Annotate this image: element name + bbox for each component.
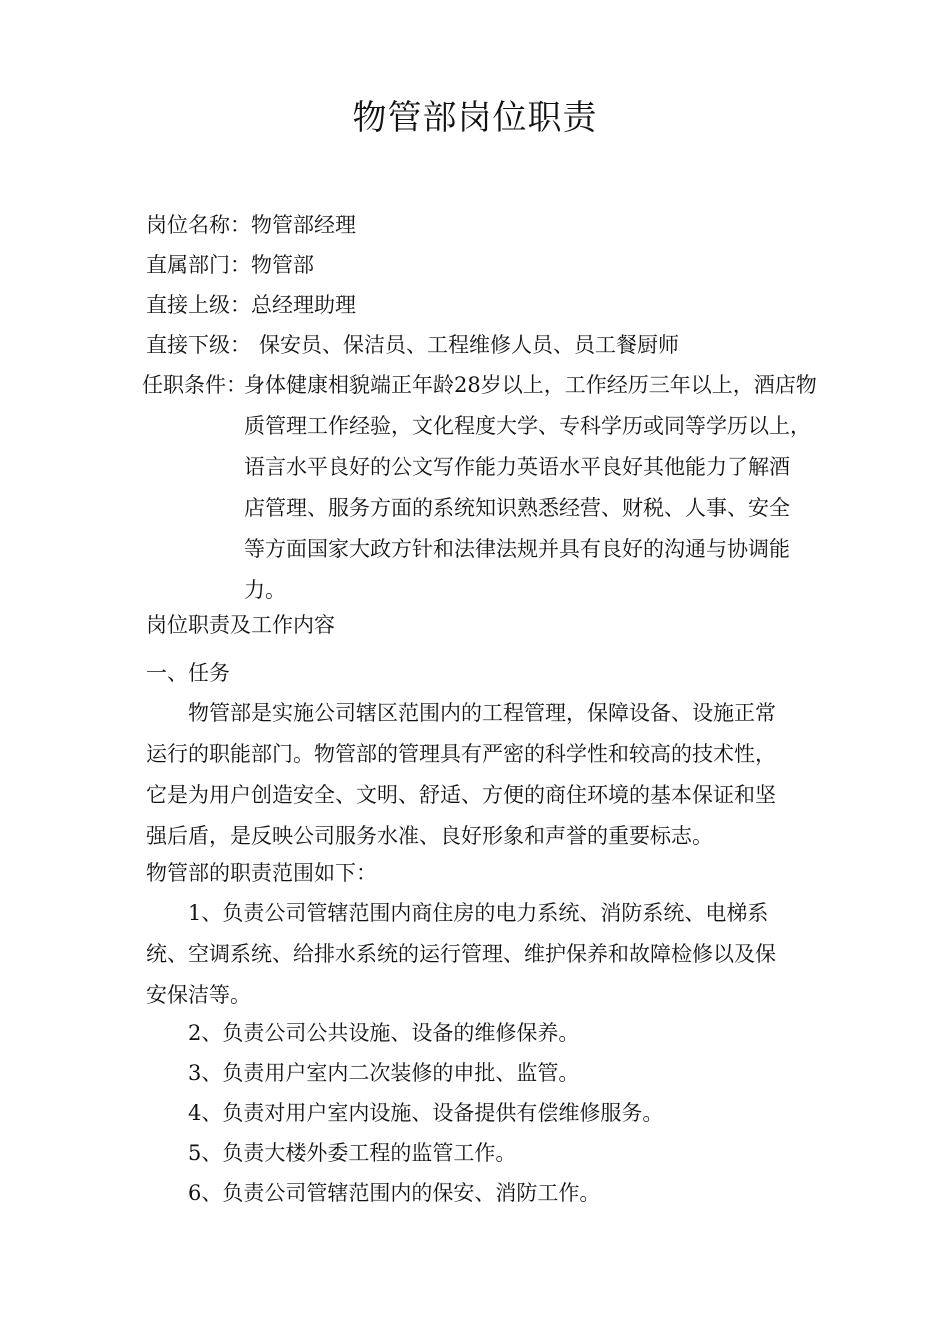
qualification-line: 质管理工作经验，文化程度大学、专科学历或同等学历以上， — [244, 414, 811, 438]
scope-item: 3、负责用户室内二次装修的申批、监管。 — [188, 1061, 580, 1085]
scope-item: 5、负责大楼外委工程的监管工作。 — [188, 1141, 517, 1165]
page-title: 物管部岗位职责 — [352, 98, 598, 138]
qualification-line: 语言水平良好的公文写作能力英语水平良好其他能力了解酒 — [244, 455, 790, 479]
scope-item-line: 安保洁等。 — [146, 983, 251, 1007]
field-value: 物管部 — [251, 253, 314, 277]
field-label: 直接下级： — [146, 333, 251, 357]
field-label: 岗位名称： — [146, 213, 251, 237]
paragraph-line: 它是为用户创造安全、文明、舒适、方便的商住环境的基本保证和坚 — [146, 783, 776, 807]
task-paragraph — [146, 698, 816, 862]
qualification-line: 力。 — [244, 578, 286, 602]
paragraph-line: 物管部是实施公司辖区范围内的工程管理，保障设备、设施正常 — [188, 701, 776, 725]
field-direct-superior — [146, 290, 356, 320]
field-department — [146, 250, 314, 280]
field-value: 总经理助理 — [251, 293, 356, 317]
task-heading: 一、任务 — [146, 661, 230, 685]
field-value: 保安员、保洁员、工程维修人员、员工餐厨师 — [259, 333, 679, 357]
paragraph-line: 运行的职能部门。物管部的管理具有严密的科学性和较高的技术性， — [146, 742, 776, 766]
qualification-line: 身体健康相貌端正年龄28岁以上，工作经历三年以上，酒店物 — [244, 373, 817, 397]
scope-item: 4、负责对用户室内设施、设备提供有偿维修服务。 — [188, 1101, 664, 1125]
field-direct-subordinates — [146, 330, 679, 360]
qualification-label: 任职条件： — [142, 373, 247, 397]
qualification-text — [244, 370, 817, 616]
section-heading: 岗位职责及工作内容 — [146, 613, 335, 637]
field-label: 直接上级： — [146, 293, 251, 317]
field-position-name — [146, 210, 356, 240]
qualification-line: 店管理、服务方面的系统知识熟悉经营、财税、人事、安全 — [244, 496, 790, 520]
field-label: 直属部门： — [146, 253, 251, 277]
scope-item — [146, 898, 816, 1021]
qualification-line: 等方面国家大政方针和法律法规并具有良好的沟通与协调能 — [244, 537, 790, 561]
scope-item: 6、负责公司管辖范围内的保安、消防工作。 — [188, 1181, 601, 1205]
field-value: 物管部经理 — [251, 213, 356, 237]
scope-heading: 物管部的职责范围如下： — [146, 861, 377, 885]
scope-item: 2、负责公司公共设施、设备的维修保养。 — [188, 1021, 580, 1045]
paragraph-line: 强后盾，是反映公司服务水准、良好形象和声誉的重要标志。 — [146, 824, 713, 848]
scope-item-line: 统、空调系统、给排水系统的运行管理、维护保养和故障检修以及保 — [146, 942, 776, 966]
scope-item-line: 1、负责公司管辖范围内商住房的电力系统、消防系统、电梯系 — [188, 901, 769, 925]
